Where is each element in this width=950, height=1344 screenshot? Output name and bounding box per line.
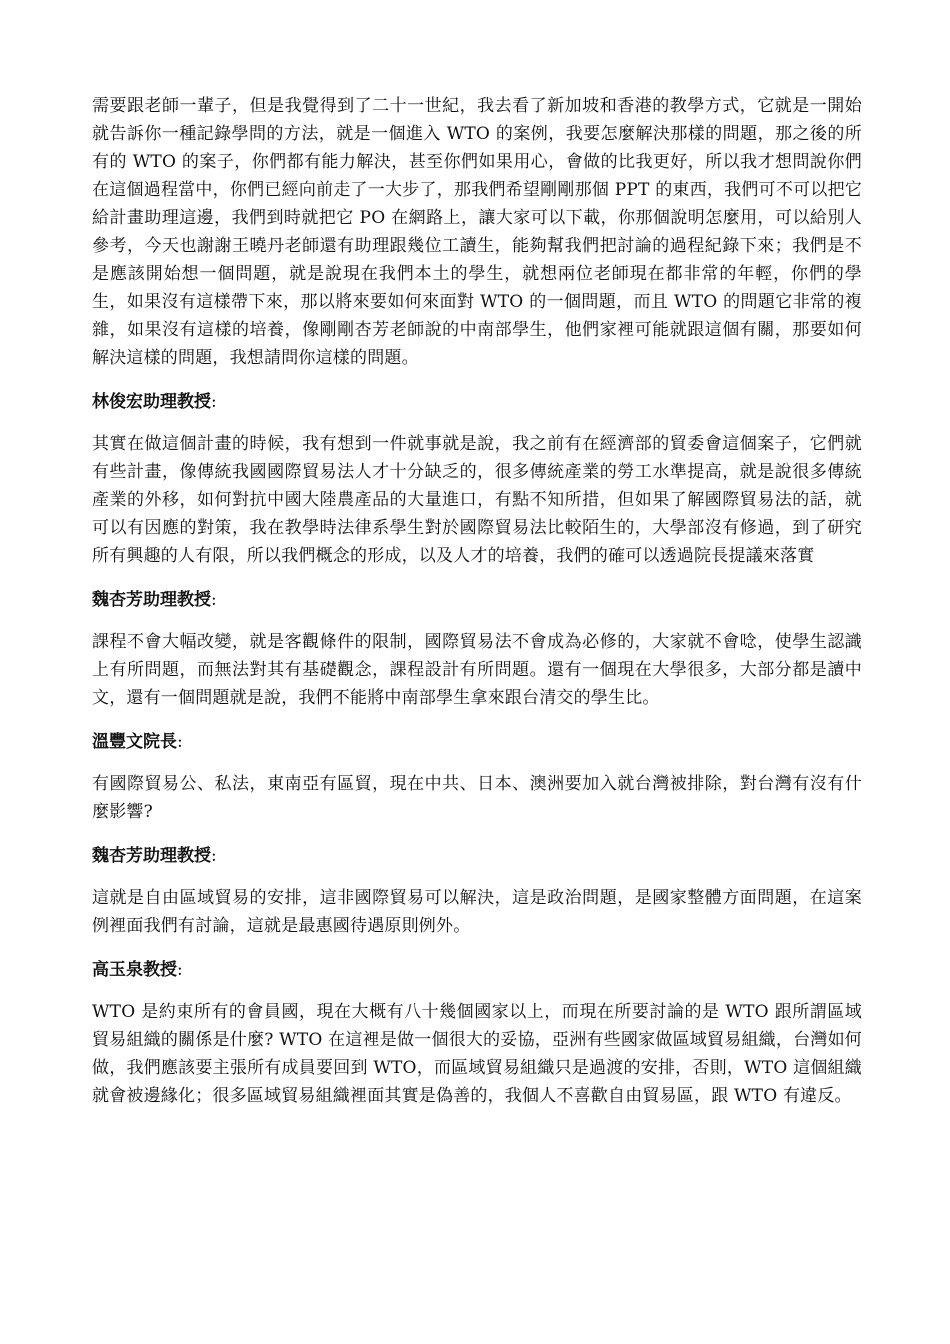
speaker-heading: [92, 586, 862, 614]
paragraph: 其實在做這個計畫的時候，我有想到一件就事就是說，我之前有在經濟部的貿委會這個案子，它們就有些計畫，像傳統我國國際貿易法人才十分缺乏的，很多傳統產業的勞工水準提高，就是說很多傳統產業的外移，如何對抗中國大陸農產品的大量進口，有點不知所措，但如果了解國際貿易法的話，就可以有因應的對策，我在教學時法律系學生對於國際貿易法比較陌生的，大學部沒有修過，到了研究所有興趣的人有限，所以我們概念的形成，以及人才的培養，我們的確可以透過院長提議來落實: [92, 434, 862, 566]
speaker-heading: [92, 842, 862, 870]
speaker-colon: :: [211, 846, 217, 866]
paragraph: 課程不會大幅改變，就是客觀條件的限制，國際貿易法不會成為必修的，大家就不會唸，使學生認識上有所問題，而無法對其有基礎觀念，課程設計有所問題。還有一個現在大學很多，大部分都是讀中文，還有一個問題就是說，我們不能將中南部學生拿來跟台清交的學生比。: [92, 632, 862, 708]
speaker-colon: :: [177, 960, 183, 980]
paragraph: WTO 是約束所有的會員國，現在大概有八十幾個國家以上，而現在所要討論的是 WTO 跟所謂區域貿易組織的關係是什麼? WTO 在這裡是做一個很大的妥協，亞洲有些國家做區域貿易組織，台灣如何做，我們應該要主張所有成員要回到 WTO，而區域貿易組織只是過渡的安排，否則，WTO 這個組織就會被邊緣化；很多區域貿易組織裡面其實是偽善的，我個人不喜歡自由貿易區，跟 WTO 有違反。: [92, 1002, 862, 1106]
paragraph: 有國際貿易公、私法，東南亞有區貿，現在中共、日本、澳洲要加入就台灣被排除，對台灣有沒有什麼影響?: [92, 774, 862, 822]
paragraph: 需要跟老師一輩子，但是我覺得到了二十一世紀，我去看了新加坡和香港的教學方式，它就是一開始就告訴你一種記錄學問的方法，就是一個進入 WTO 的案例，我要怎麼解決那樣的問題，那之後的所有的 WTO 的案子，你們都有能力解決，甚至你們如果用心，會做的比我更好，所以我才想問說你們在這個過程當中，你們已經向前走了一大步了，那我們希望剛剛那個 PPT 的東西，我們可不可以把它給計畫助理這邊，我們到時就把它 PO 在網路上，讓大家可以下載，你那個說明怎麼用，可以給別人參考，今天也謝謝王曉丹老師還有助理跟幾位工讀生，能夠幫我們把討論的過程紀錄下來；我們是不是應該開始想一個問題，就是說現在我們本土的學生，就想兩位老師現在都非常的年輕，你們的學生，如果沒有這樣帶下來，那以將來要如何來面對 WTO 的一個問題，而且 WTO 的問題它非常的複雜，如果沒有這樣的培養，像剛剛杏芳老師說的中南部學生，他們家裡可能就跟這個有關，那要如何解決這樣的問題，我想請問你這樣的問題。: [92, 96, 862, 368]
speaker-heading: [92, 388, 862, 416]
speaker-heading: [92, 728, 862, 756]
document-page: [92, 92, 862, 1110]
speaker-name: 高玉泉教授: [92, 960, 177, 980]
speaker-colon: :: [211, 392, 217, 412]
speaker-name: 林俊宏助理教授: [92, 392, 211, 412]
speaker-name: 魏杏芳助理教授: [92, 590, 211, 610]
speaker-name: 魏杏芳助理教授: [92, 846, 211, 866]
speaker-heading: [92, 956, 862, 984]
speaker-colon: :: [211, 590, 217, 610]
paragraph: 這就是自由區域貿易的安排，這非國際貿易可以解決，這是政治問題，是國家整體方面問題，在這案例裡面我們有討論，這就是最惠國待遇原則例外。: [92, 888, 862, 936]
speaker-colon: :: [177, 732, 183, 752]
speaker-name: 溫豐文院長: [92, 732, 177, 752]
